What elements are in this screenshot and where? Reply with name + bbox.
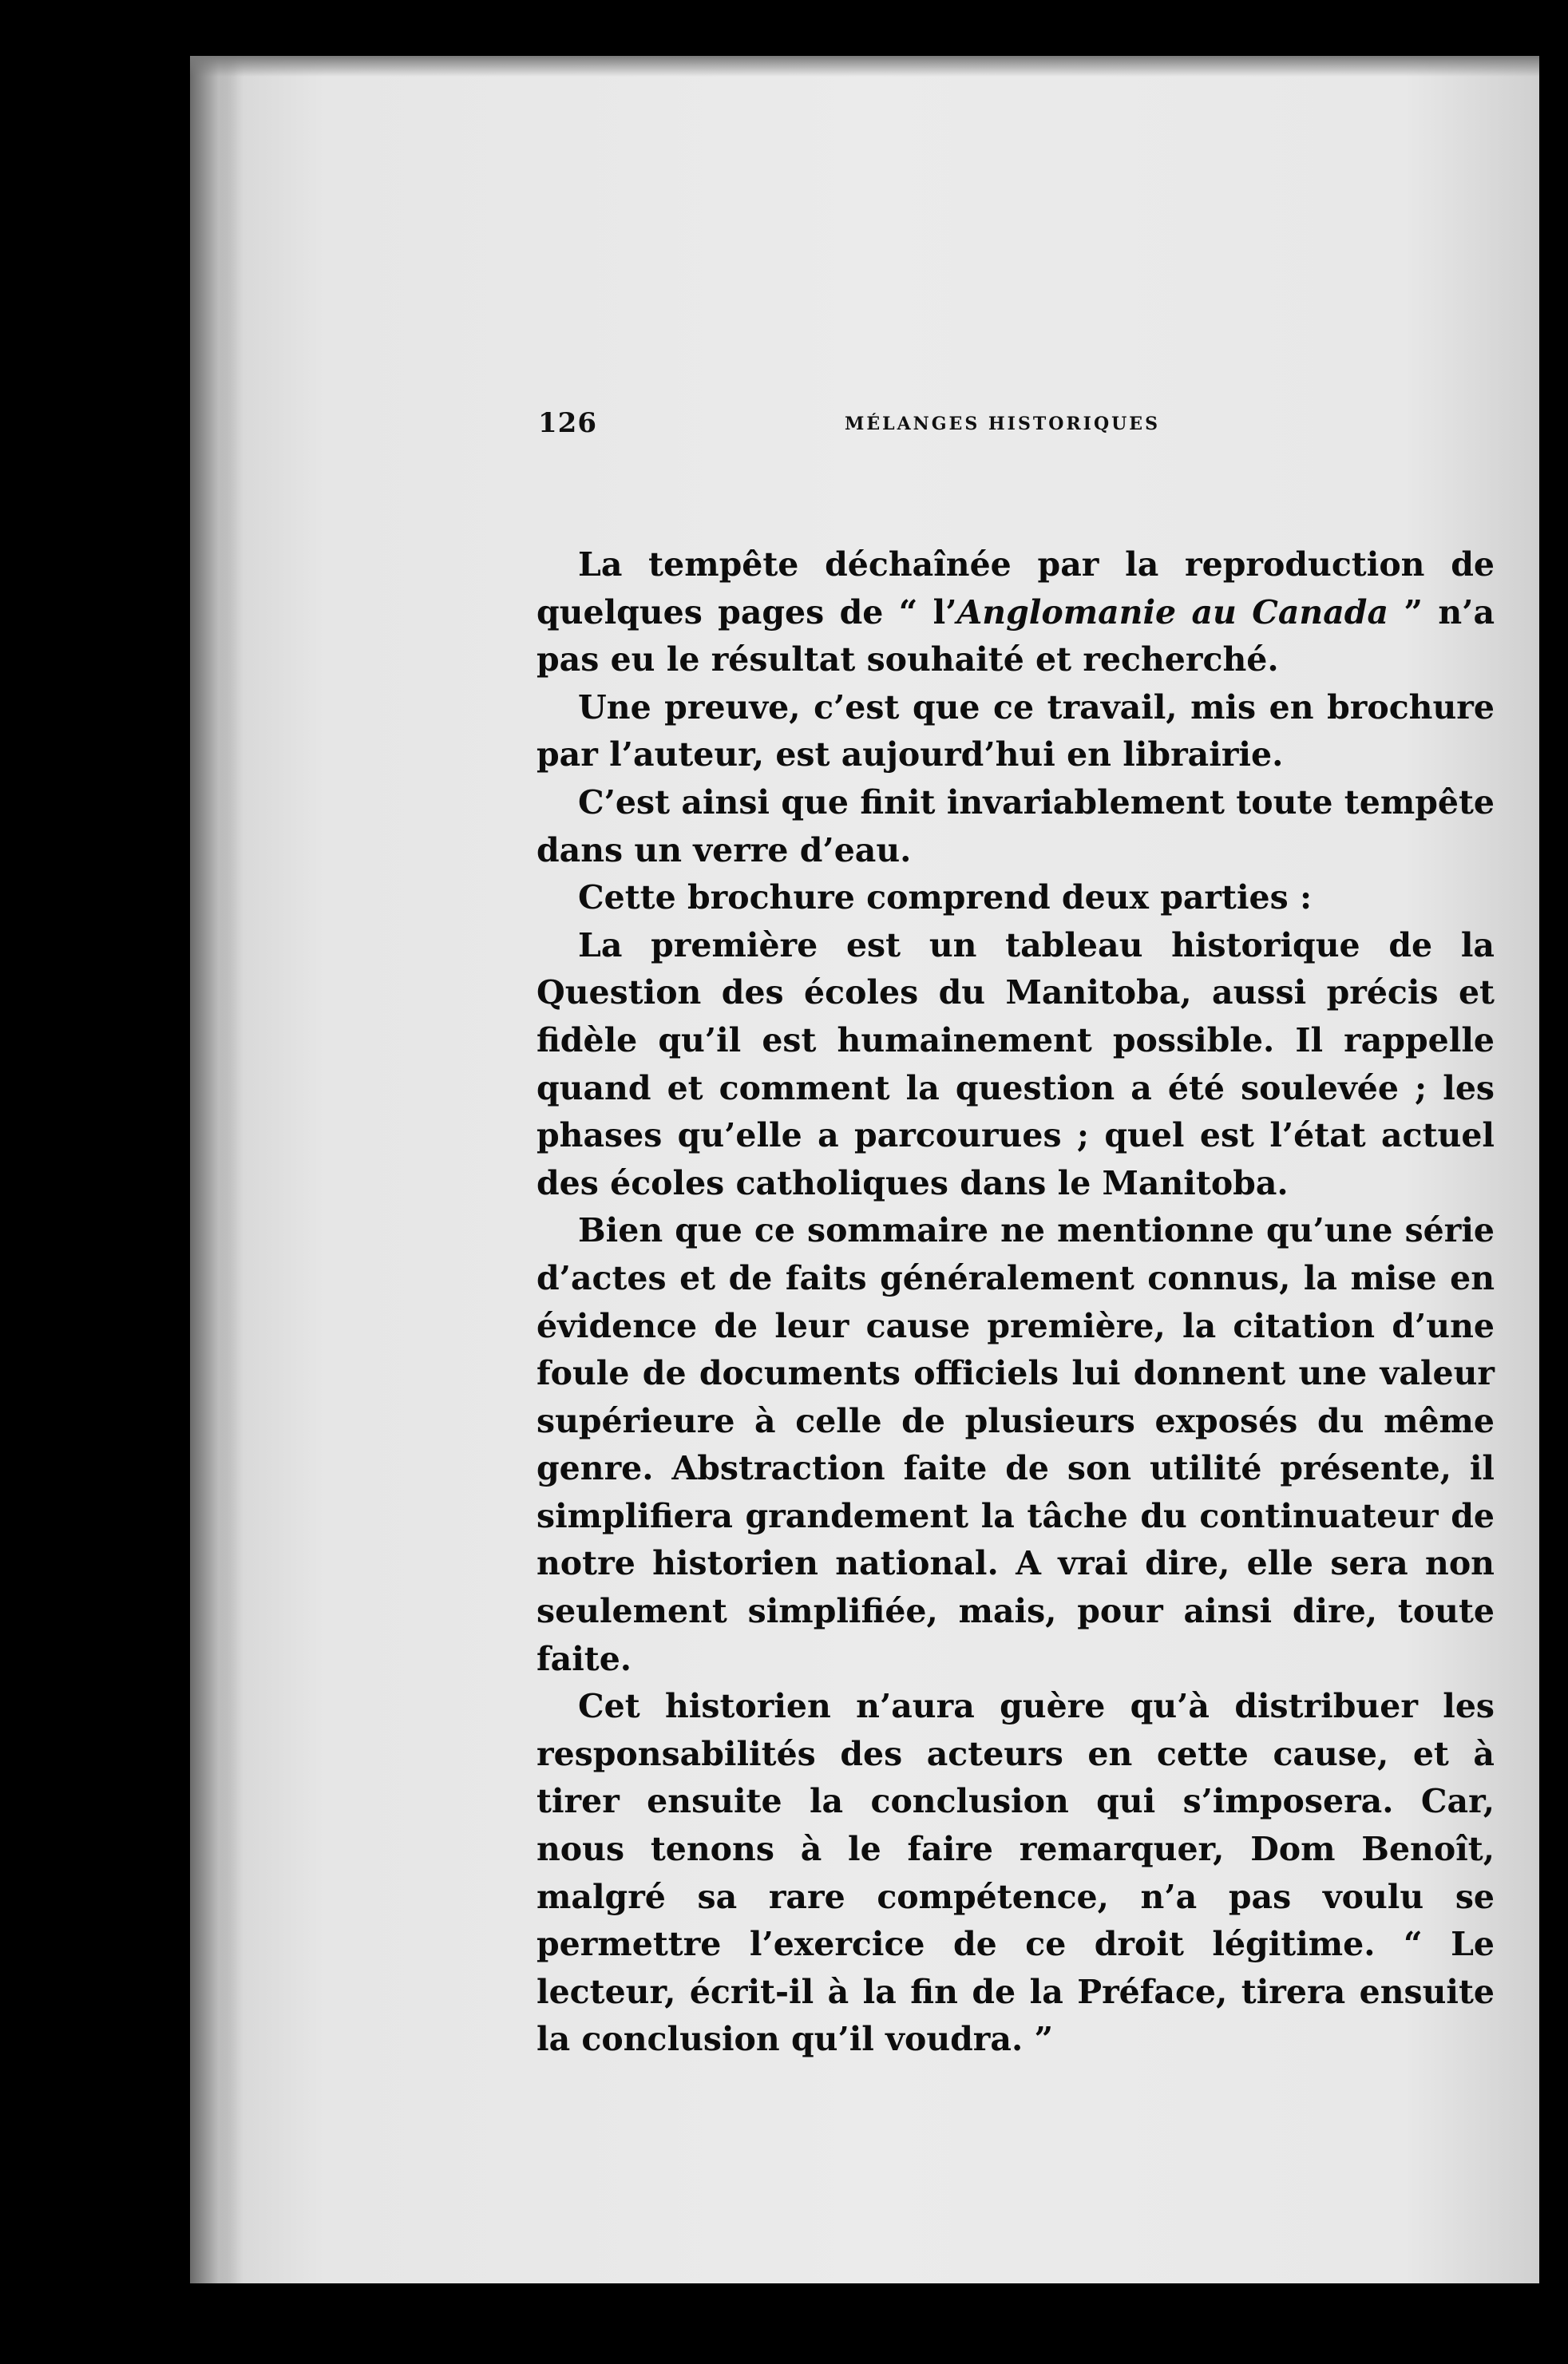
paragraph-7: Cet historien n’aura guère qu’à distribuer les responsabilités des acteurs en cette cause, et à tirer ensuite la conclusion qui s’imposera. Car, nous tenons à le faire remarquer, Dom Benoît, malgré sa rare compétence, n’a pas voulu se permettre l’exercice de ce droit légitime. “ Le lecteur, écrit-il à la fin de la Préface, tirera ensuite la conclusion qu’il voudra. ” [537, 1687, 1495, 2059]
paragraph-1-end: ” n’a pas eu le résultat souhaité et recherché. [537, 592, 1495, 679]
body-text [537, 541, 1495, 2064]
paragraph-3: C’est ainsi que finit invariablement toute tempête dans un verre d’eau. [537, 782, 1495, 869]
paragraph-1 [537, 541, 1495, 684]
paragraph-5: La première est un tableau historique de la Question des écoles du Manitoba, aussi précis et fidèle qu’il est humainement possible. Il rappelle quand et comment la question a été soulevée ; les phases qu’elle a parcourues ; quel est l’état actuel des écoles catholiques dans le Manitoba. [537, 925, 1495, 1202]
page-top-shadow [190, 56, 1539, 77]
paragraph-4: Cette brochure comprend deux parties : [578, 878, 1313, 917]
paragraph-6: Bien que ce sommaire ne mentionne qu’une série d’actes et de faits généralement connus, la mise en évidence de leur cause première, la citation d’une foule de documents officiels lui donnent une valeur supérieure à celle de plusieurs exposés du même genre. Abstraction faite de son utilité présente, il simplifiera grandement la tâche du continuateur de notre historien national. A vrai dire, elle sera non seulement simplifiée, mais, pour ainsi dire, toute faite. [537, 1211, 1495, 1678]
running-head [190, 407, 1539, 455]
page-number: 126 [538, 407, 597, 439]
paragraph-1-start: La tempête déchaînée par la reproduction de quelques pages de “ l’ [537, 545, 1495, 632]
page-gutter-shadow [190, 56, 238, 2283]
paragraph-2: Une preuve, c’est que ce travail, mis en brochure par l’auteur, est aujourd’hui en librairie. [537, 687, 1495, 774]
book-page [190, 56, 1539, 2283]
book-title-italic: Anglomanie au Canada [956, 592, 1389, 632]
running-title: MÉLANGES HISTORIQUES [845, 414, 1160, 434]
